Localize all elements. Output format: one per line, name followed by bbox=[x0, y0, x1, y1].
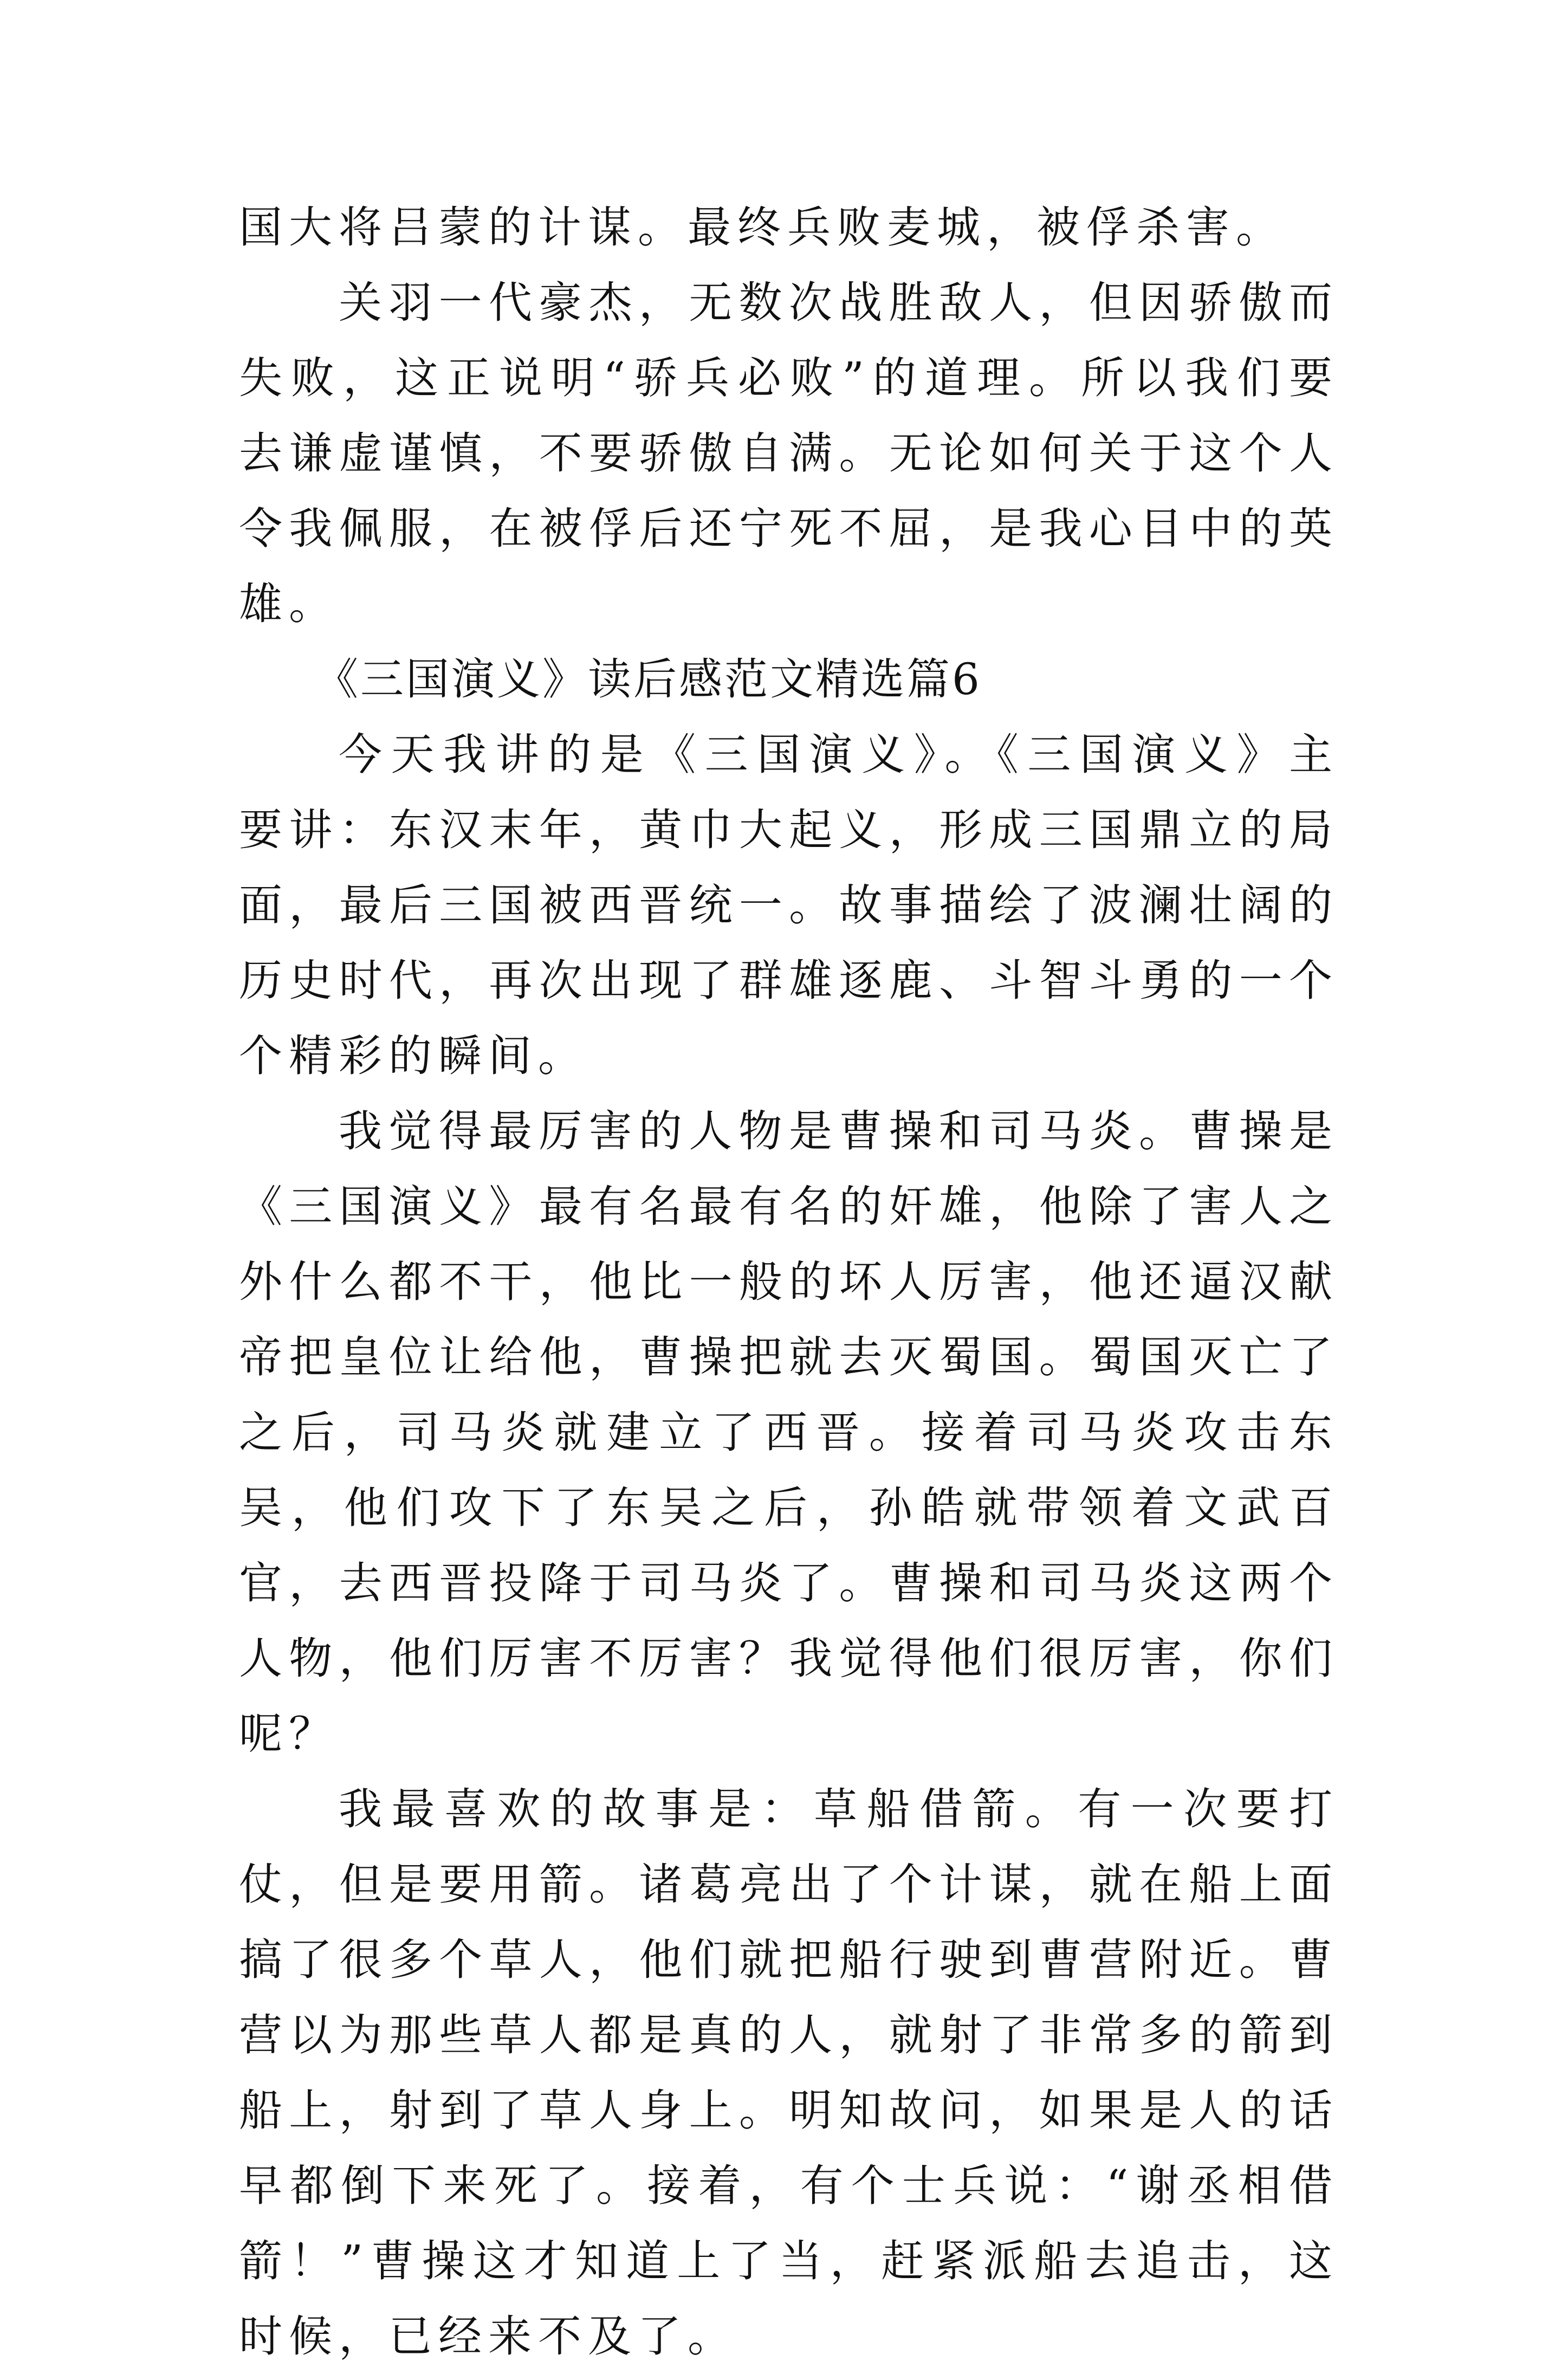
paragraph-characters: 我觉得最厉害的人物是曹操和司马炎。曹操是《三国演义》最有名最有名的奸雄，他除了害人之外什么都不干，他比一般的坏人厉害，他还逼汉献帝把皇位让给他，曹操把就去灭蜀国。蜀国灭亡了之后，司马炎就建立了西晋。接着司马炎攻击东吴，他们攻下了东吴之后，孙皓就带领着文武百官，去西晋投降于司马炎了。曹操和司马炎这两个人物，他们厉害不厉害？我觉得他们很厉害，你们呢？ bbox=[239, 1106, 1339, 1759]
paragraph-guan-yu-conclusion: 关羽一代豪杰，无数次战胜敌人，但因骄傲而失败，这正说明“骄兵必败”的道理。所以我们要去谦虚谨慎，不要骄傲自满。无论如何关于这个人令我佩服，在被俘后还宁死不屈，是我心目中的英雄。 bbox=[239, 277, 1339, 629]
paragraph-favorite-story: 我最喜欢的故事是：草船借箭。有一次要打仗，但是要用箭。诸葛亮出了个计谋，就在船上面搞了很多个草人，他们就把船行驶到曹营附近。曹营以为那些草人都是真的人，就射了非常多的箭到船上，射到了草人身上。明知故问，如果是人的话早都倒下来死了。接着，有个士兵说：“谢丞相借箭！”曹操这才知道上了当，赶紧派船去追击，这时候，已经来不及了。 bbox=[239, 1784, 1339, 2362]
section-heading: 《三国演义》读后感范文精选篇6 bbox=[315, 654, 982, 704]
paragraph-continuation: 国大将吕蒙的计谋。最终兵败麦城，被俘杀害。 bbox=[239, 202, 1286, 253]
document-body bbox=[239, 190, 1339, 2374]
paragraph-intro: 今天我讲的是《三国演义》。《三国演义》主要讲：东汉末年，黄巾大起义，形成三国鼎立的局面，最后三国被西晋统一。故事描绘了波澜壮阔的历史时代，再次出现了群雄逐鹿、斗智斗勇的一个个精彩的瞬间。 bbox=[239, 729, 1339, 1081]
